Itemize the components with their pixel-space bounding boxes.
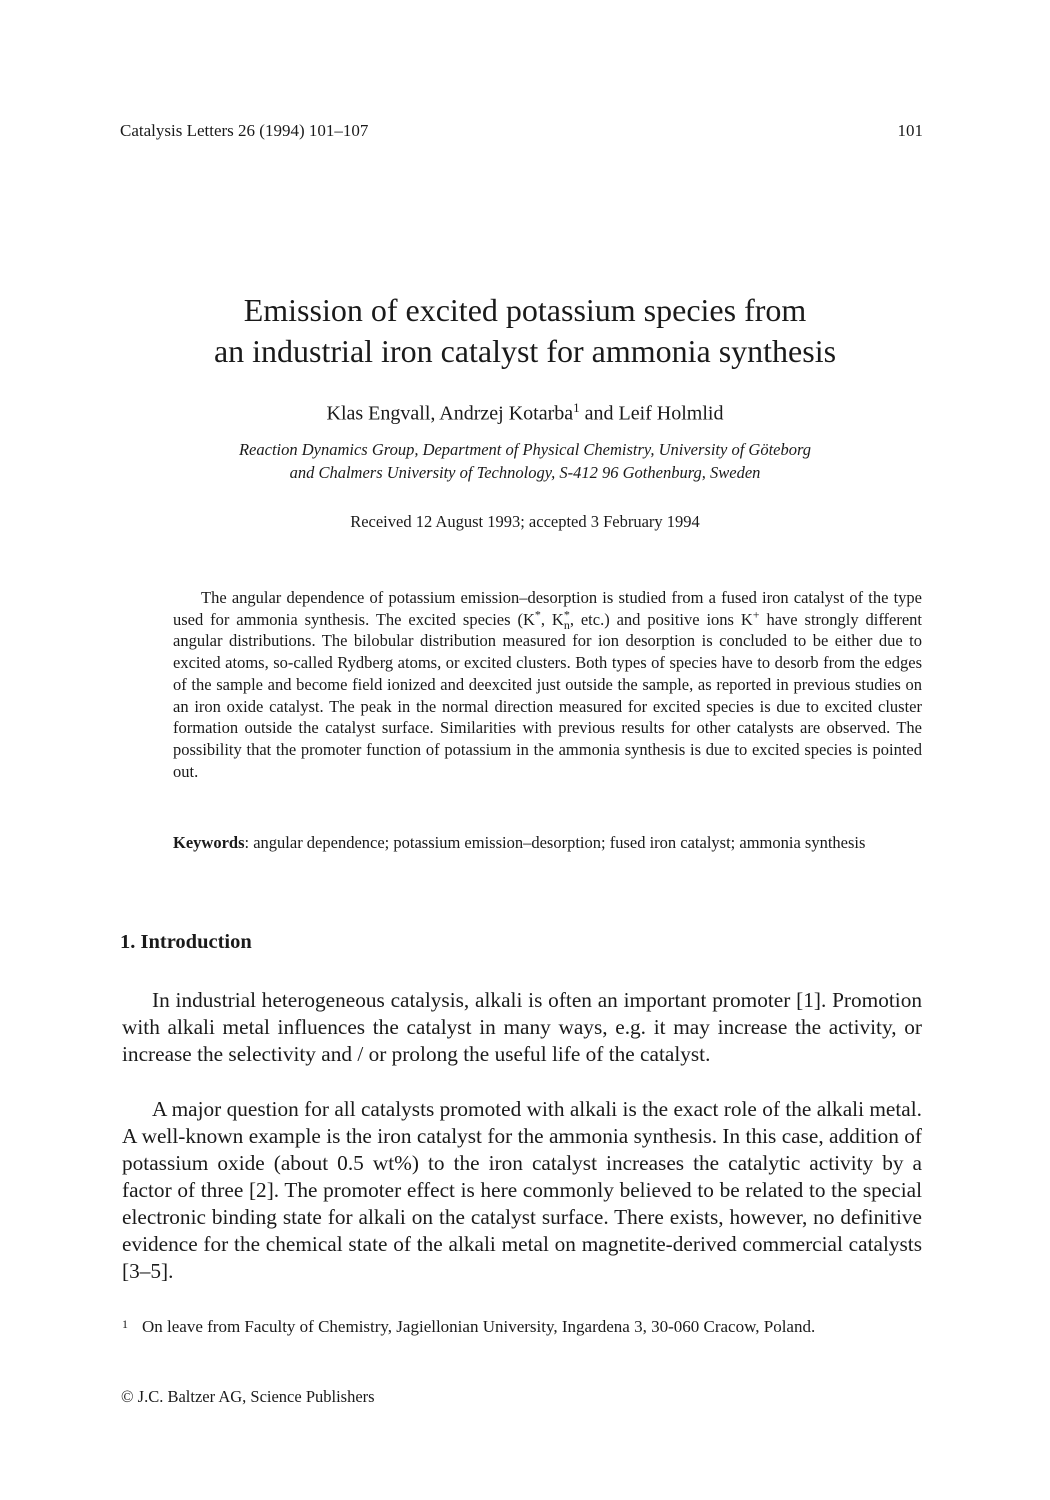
- author-list: [100, 400, 950, 426]
- footnote-mark: 1: [122, 1317, 128, 1331]
- footnote: [120, 1316, 922, 1338]
- article-title: [100, 290, 950, 372]
- keywords: [173, 832, 922, 854]
- section-heading: 1. Introduction: [120, 931, 252, 953]
- abstract-text-3: , etc.) and positive ions K: [569, 609, 753, 629]
- title-line-1: Emission of excited potassium species from: [243, 292, 807, 328]
- authors-main: Klas Engvall, Andrzej Kotarba: [326, 402, 574, 425]
- abstract-text-1: The angular dependence of potassium emission–desorption is studied from a fused iron catalyst of the type used for ammonia synthesis. The excited species (K: [173, 588, 922, 629]
- affiliation-line-2: and Chalmers University of Technology, S-412 96 Gothenburg, Sweden: [289, 463, 761, 482]
- intro-paragraph-1: In industrial heterogeneous catalysis, alkali is often an important promoter [1]. Promotion with alkali metal influences the catalyst in many ways, e.g. it may increase the activity, or increase the selectivity and / or prolong the useful life of the catalyst.: [122, 988, 922, 1066]
- intro-paragraph-2: A major question for all catalysts promoted with alkali is the exact role of the alkali metal. A well-known example is the iron catalyst for the ammonia synthesis. In this case, addition of potassium oxide (about 0.5 wt%) to the iron catalyst increases the catalytic activity by a factor of three [2]. The promoter effect is here commonly believed to be related to the special electronic binding state for alkali on the catalyst surface. There exists, however, no definitive evidence for the chemical state of the alkali metal on magnetite-derived commercial catalysts [3–5].: [122, 1097, 922, 1283]
- k-star-superscript: *: [534, 607, 541, 622]
- footnote-text: On leave from Faculty of Chemistry, Jagiellonian University, Ingardena 3, 30-060 Cracow, Poland.: [142, 1317, 816, 1336]
- affiliation-line-1: Reaction Dynamics Group, Department of Physical Chemistry, University of Göteborg: [238, 440, 812, 459]
- affiliation: [100, 438, 950, 484]
- keywords-text: : angular dependence; potassium emission–desorption; fused iron catalyst; ammonia synthesis: [244, 833, 866, 852]
- journal-citation: Catalysis Letters 26 (1994) 101–107: [120, 121, 369, 140]
- authors-tail: and Leif Holmlid: [579, 402, 724, 425]
- abstract-text-2: , K: [540, 609, 564, 629]
- abstract: [173, 587, 922, 782]
- abstract-text-4: have strongly different angular distributions. The bilobular distribution measured for ion desorption is concluded to be either due to excited atoms, so-called Rydberg atoms, or excited clusters. Both types of species have to desorb from the edges of the sample and become field ionized and deexcited just outside the sample, as reported in previous studies on an iron oxide catalyst. The peak in the normal direction measured for excited species is due to excited cluster formation outside the catalyst surface. Similarities with previous results for other catalysts are observed. The possibility that the promoter function of potassium in the ammonia synthesis is due to excited species is pointed out.: [173, 609, 923, 781]
- received-dates: Received 12 August 1993; accepted 3 February 1994: [350, 512, 700, 531]
- author-footnote-mark: 1: [573, 400, 580, 415]
- keywords-label: Keywords: [173, 833, 245, 852]
- kn-subscript: n: [563, 618, 570, 632]
- copyright-line: © J.C. Baltzer AG, Science Publishers: [121, 1387, 375, 1406]
- kn-superscript: *: [563, 607, 570, 622]
- k-plus-superscript: +: [752, 607, 760, 622]
- page-number: 101: [897, 121, 923, 140]
- title-line-2: an industrial iron catalyst for ammonia synthesis: [213, 333, 837, 369]
